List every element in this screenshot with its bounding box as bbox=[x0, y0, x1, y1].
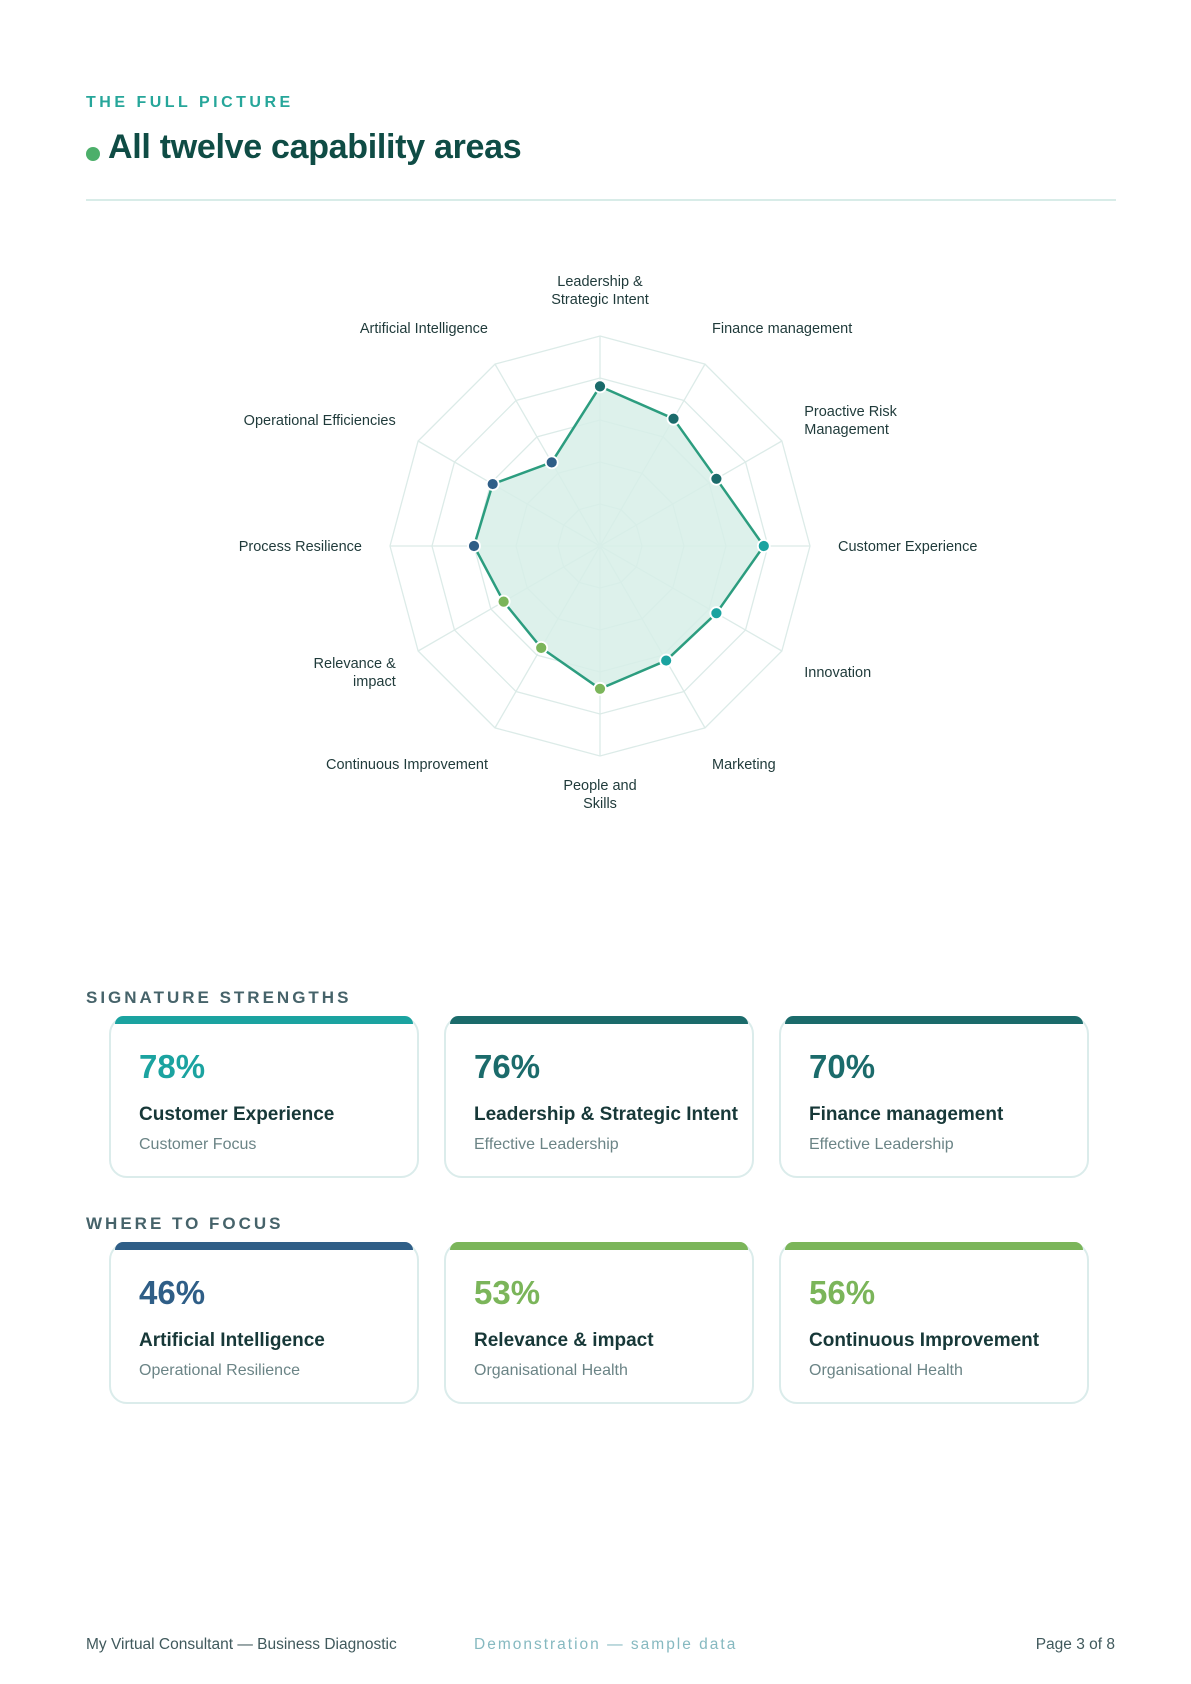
card-accent-bar bbox=[450, 1242, 748, 1250]
page-number: Page 3 of 8 bbox=[1035, 1636, 1115, 1653]
page-title: All twelve capability areas bbox=[108, 128, 522, 166]
card-name: Relevance & impact bbox=[474, 1330, 654, 1351]
radar-point bbox=[487, 478, 499, 490]
radar-axis-label: Relevance & impact bbox=[313, 656, 396, 690]
radar-chart bbox=[160, 274, 1040, 890]
radar-series-area bbox=[474, 386, 764, 688]
card-category: Operational Resilience bbox=[139, 1362, 300, 1379]
card-value: 56% bbox=[809, 1274, 876, 1311]
strength-card bbox=[779, 1016, 1089, 1178]
radar-axis-label: Leadership & Strategic Intent bbox=[551, 274, 649, 308]
card-category: Effective Leadership bbox=[809, 1136, 954, 1153]
focus-card bbox=[109, 1242, 419, 1404]
strengths-label: SIGNATURE STRENGTHS bbox=[86, 988, 352, 1007]
focus-label: WHERE TO FOCUS bbox=[86, 1214, 284, 1233]
card-value: 76% bbox=[474, 1048, 541, 1085]
radar-point bbox=[546, 456, 558, 468]
radar-chart-svg bbox=[160, 274, 1040, 890]
radar-point bbox=[594, 683, 606, 695]
radar-point bbox=[594, 380, 606, 392]
radar-point bbox=[668, 413, 680, 425]
radar-axis-label: Innovation bbox=[804, 665, 872, 681]
radar-point bbox=[660, 655, 672, 667]
bullet-dot-icon bbox=[86, 147, 100, 161]
radar-point bbox=[758, 540, 770, 552]
radar-axis-label: People and Skills bbox=[563, 778, 637, 812]
strengths-cards bbox=[109, 1016, 1089, 1178]
radar-axis-label: Process Resilience bbox=[238, 539, 362, 555]
radar-axis-label: Finance management bbox=[712, 320, 853, 337]
card-category: Organisational Health bbox=[474, 1362, 628, 1379]
radar-axis-label: Proactive Risk Management bbox=[804, 404, 897, 438]
radar-axis-label: Marketing bbox=[712, 757, 776, 774]
strength-card bbox=[444, 1016, 754, 1178]
focus-cards bbox=[109, 1242, 1089, 1404]
radar-axis-label: Artificial Intelligence bbox=[359, 320, 488, 337]
footer-watermark: Demonstration — sample data bbox=[474, 1636, 738, 1653]
card-name: Customer Experience bbox=[139, 1104, 335, 1125]
card-name: Continuous Improvement bbox=[809, 1330, 1040, 1351]
divider bbox=[86, 199, 1116, 201]
card-category: Effective Leadership bbox=[474, 1136, 619, 1153]
card-accent-bar bbox=[785, 1016, 1083, 1024]
card-name: Leadership & Strategic Intent bbox=[474, 1104, 738, 1125]
radar-axis-label: Operational Efficiencies bbox=[243, 413, 396, 429]
radar-point bbox=[710, 473, 722, 485]
card-value: 46% bbox=[139, 1274, 206, 1311]
card-category: Customer Focus bbox=[139, 1136, 257, 1153]
title-row bbox=[86, 128, 521, 167]
focus-card bbox=[444, 1242, 754, 1404]
radar-point bbox=[535, 642, 547, 654]
focus-card bbox=[779, 1242, 1089, 1404]
radar-point bbox=[468, 540, 480, 552]
card-accent-bar bbox=[450, 1016, 748, 1024]
radar-point bbox=[498, 596, 510, 608]
card-category: Organisational Health bbox=[809, 1362, 963, 1379]
footer-title: My Virtual Consultant — Business Diagnostic bbox=[86, 1636, 397, 1653]
radar-point bbox=[710, 607, 722, 619]
card-value: 53% bbox=[474, 1274, 541, 1311]
card-accent-bar bbox=[115, 1016, 413, 1024]
strength-card bbox=[109, 1016, 419, 1178]
card-name: Artificial Intelligence bbox=[139, 1330, 325, 1351]
card-value: 78% bbox=[139, 1048, 206, 1085]
card-value: 70% bbox=[809, 1048, 876, 1085]
radar-axis-label: Continuous Improvement bbox=[326, 757, 488, 774]
card-accent-bar bbox=[785, 1242, 1083, 1250]
radar-axis-label: Customer Experience bbox=[838, 539, 978, 555]
card-accent-bar bbox=[115, 1242, 413, 1250]
card-name: Finance management bbox=[809, 1104, 1004, 1125]
section-eyebrow: THE FULL PICTURE bbox=[86, 94, 294, 111]
